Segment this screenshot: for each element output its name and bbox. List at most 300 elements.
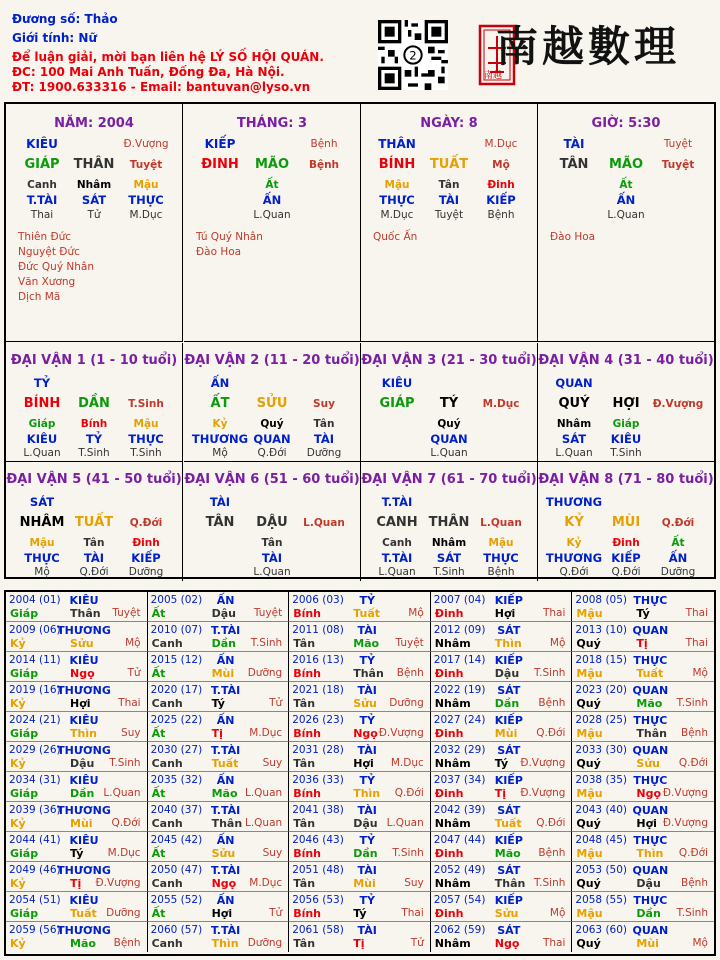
year-stem: Nhâm [434, 757, 471, 770]
year-stem: Tân [293, 817, 316, 830]
year-cell-2045[interactable] [148, 832, 290, 862]
pillar-branch-phase: Mộ [492, 159, 510, 171]
hidden-phase: L.Quan [555, 447, 593, 459]
year-cell-2054[interactable] [6, 892, 148, 922]
year-ten-god: T.TÀI [210, 624, 241, 637]
dai-van-stem: TÂN [205, 515, 235, 530]
year-phase: Đ.Vượng [378, 727, 424, 739]
year-stem: Quý [576, 697, 601, 710]
hidden-stem: Giáp [612, 418, 640, 430]
hidden-phase: T.Sinh [610, 447, 642, 459]
year-phase: Thai [685, 607, 708, 619]
year-branch: Mão [494, 847, 521, 860]
year-ten-god: SÁT [497, 924, 521, 937]
year-cell-2026[interactable] [289, 712, 431, 742]
year-branch: Tuất [353, 607, 380, 620]
year-ten-god: ẤN [216, 654, 235, 667]
year-phase: Mộ [408, 607, 424, 619]
pillar-ten-god: TÀI [563, 137, 585, 151]
year-ten-god: TỶ [359, 774, 375, 787]
year-cell-2020[interactable] [148, 682, 290, 712]
year-ten-god: TÀI [357, 624, 377, 637]
hidden-ten-god: SÁT [436, 551, 462, 565]
year-cell-2034[interactable] [6, 772, 148, 802]
year-phase: Tử [127, 667, 141, 679]
star-van-xuong: Văn Xương [18, 276, 76, 288]
year-cell-2060[interactable] [148, 922, 290, 952]
year-ten-god: SÁT [497, 684, 521, 697]
hidden-ten-god: THỰC [24, 551, 60, 565]
hidden-phase: Mộ [34, 566, 50, 578]
hidden-stem: Tân [313, 418, 335, 430]
year-ten-god: TỶ [359, 894, 375, 907]
year-phase: Bệnh [681, 877, 708, 889]
year-ten-god: TỶ [359, 594, 375, 607]
year-branch: Dậu [211, 607, 236, 620]
year-cell-2016[interactable] [289, 652, 431, 682]
dai-van-3 [361, 343, 538, 462]
hidden-ten-god: T.TÀI [26, 193, 58, 207]
year-cell-2004[interactable] [6, 592, 148, 622]
year-ten-god: KIẾP [494, 714, 523, 727]
year-cell-2010[interactable] [148, 622, 290, 652]
year-stem: Nhâm [434, 637, 471, 650]
year-ten-god: QUAN [632, 864, 669, 877]
hidden-phase: Bệnh [487, 566, 515, 578]
hidden-phase: Tuyệt [434, 209, 464, 221]
hidden-ten-god: THƯƠNG [545, 551, 603, 565]
dai-van-branch: TUẤT [74, 515, 114, 530]
year-phase: Tuyệt [395, 637, 424, 649]
hidden-phase: M.Dục [129, 209, 163, 221]
year-branch: Tý [494, 757, 509, 770]
year-cell-2013[interactable] [572, 622, 714, 652]
hidden-phase: Bệnh [487, 209, 515, 221]
year-label: 2038 (35) [575, 774, 628, 786]
year-cell-2008[interactable] [572, 592, 714, 622]
year-stem: Kỷ [10, 697, 26, 710]
year-cell-2031[interactable] [289, 742, 431, 772]
contact-line: Để luận giải, mời bạn liên hệ LÝ SỐ HỘI QUÁN. [12, 50, 324, 64]
year-phase: T.Sinh [533, 667, 566, 679]
hidden-stem: Mậu [29, 537, 55, 549]
year-stem: Kỷ [10, 937, 26, 950]
year-ten-god: KIẾP [494, 594, 523, 607]
year-branch: Hợi [353, 757, 374, 770]
year-ten-god: T.TÀI [210, 684, 241, 697]
hidden-phase: Tử [87, 209, 101, 221]
year-cell-2036[interactable] [289, 772, 431, 802]
year-label: 2059 (56) [9, 924, 61, 936]
year-label: 2058 (55) [575, 894, 628, 906]
year-phase: Mộ [692, 667, 708, 679]
year-label: 2061 (58) [292, 924, 344, 936]
year-label: 2016 (13) [292, 654, 344, 666]
year-cell-2035[interactable] [148, 772, 290, 802]
year-cell-2033[interactable] [572, 742, 714, 772]
year-cell-2023[interactable] [572, 682, 714, 712]
year-ten-god: THƯƠNG [57, 624, 111, 637]
year-ten-god: T.TÀI [210, 924, 241, 937]
hidden-phase: L.Quan [23, 447, 61, 459]
year-cell-2042[interactable] [431, 802, 573, 832]
year-branch: Thân [353, 667, 384, 680]
year-stem: Kỷ [10, 877, 26, 890]
year-cell-2009[interactable] [6, 622, 148, 652]
year-label: 2033 (30) [575, 744, 628, 756]
year-ten-god: TỶ [359, 834, 375, 847]
year-phase: Thai [118, 697, 141, 709]
year-cell-2057[interactable] [431, 892, 573, 922]
hidden-ten-god: KIÊU [610, 432, 642, 446]
year-cell-2046[interactable] [289, 832, 431, 862]
year-branch: Thân [494, 877, 526, 890]
year-phase: L.Quan [244, 817, 283, 829]
pillar-branch: MÃO [254, 157, 290, 172]
seal-text: 南越 [484, 71, 503, 81]
year-phase: Q.Đới [536, 817, 566, 829]
star-thien-duc: Thiên Đức [18, 231, 72, 243]
year-branch: Mão [636, 697, 663, 710]
hidden-stem: Tân [261, 537, 283, 549]
hidden-stem: Mậu [133, 179, 159, 191]
star-nguyet-duc: Nguyệt Đức [18, 246, 80, 258]
pillar-stem-phase: M.Dục [484, 138, 518, 150]
hidden-stem: Đinh [132, 537, 160, 549]
year-branch: Thìn [211, 937, 239, 950]
year-cell-2052[interactable] [431, 862, 573, 892]
year-cell-2047[interactable] [431, 832, 573, 862]
pillar-3 [361, 104, 538, 342]
pillar-stem: GIÁP [24, 157, 60, 172]
year-cell-2024[interactable] [6, 712, 148, 742]
year-cell-2050[interactable] [148, 862, 290, 892]
year-cell-2043[interactable] [572, 802, 714, 832]
hidden-ten-god: TÀI [313, 432, 335, 446]
year-branch: Hợi [211, 907, 233, 920]
year-label: 2010 (07) [150, 624, 203, 636]
star-dao-hoa: Đào Hoa [550, 231, 596, 243]
year-stem: Canh [151, 637, 183, 650]
year-stem: Giáp [10, 667, 39, 680]
year-label: 2028 (25) [575, 714, 628, 726]
year-phase: Thai [685, 637, 708, 649]
dai-van-phase: Đ.Vượng [652, 398, 704, 410]
year-stem: Giáp [10, 727, 39, 740]
year-stem: Canh [151, 757, 183, 770]
hidden-ten-god: T.TÀI [381, 551, 413, 565]
year-cell-2051[interactable] [289, 862, 431, 892]
year-stem: Tân [293, 697, 316, 710]
year-cell-2059[interactable] [6, 922, 148, 952]
year-branch: Tý [70, 847, 84, 860]
year-branch: Tuất [494, 817, 522, 830]
year-cell-2025[interactable] [148, 712, 290, 742]
year-branch: Tý [353, 907, 367, 920]
year-label: 2046 (43) [292, 834, 344, 846]
hidden-stem: Nhâm [76, 179, 112, 191]
year-cell-2018[interactable] [572, 652, 714, 682]
year-cell-2012[interactable] [431, 622, 573, 652]
year-cell-2044[interactable] [6, 832, 148, 862]
year-stem: Nhâm [434, 937, 471, 950]
year-cell-2037[interactable] [431, 772, 573, 802]
hidden-phase: Dưỡng [306, 447, 342, 459]
year-label: 2031 (28) [292, 744, 344, 756]
dai-van-stem: NHÂM [19, 515, 65, 530]
year-phase: Bệnh [538, 847, 566, 859]
year-label: 2027 (24) [433, 714, 486, 726]
pillar-title: NGÀY: 8 [420, 116, 478, 131]
star-dao-hoa: Đào Hoa [196, 246, 242, 258]
year-stem: Quý [576, 757, 601, 770]
hidden-ten-god: TÀI [261, 551, 283, 565]
dai-van-ten-god: THƯƠNG [545, 495, 603, 509]
year-cell-2032[interactable] [431, 742, 573, 772]
year-branch: Sửu [494, 907, 519, 920]
year-cell-2019[interactable] [6, 682, 148, 712]
year-label: 2037 (34) [433, 774, 486, 786]
year-branch: Mão [353, 637, 380, 650]
hidden-ten-god: THỰC [379, 193, 415, 207]
year-ten-god: SÁT [497, 744, 521, 757]
svg-text:2: 2 [409, 48, 417, 63]
hidden-stem: Canh [27, 179, 57, 191]
year-stem: Bính [293, 727, 322, 740]
year-phase: Mộ [692, 937, 708, 949]
year-label: 2034 (31) [9, 774, 61, 786]
year-label: 2013 (10) [575, 624, 628, 636]
year-cell-2011[interactable] [289, 622, 431, 652]
year-cell-2038[interactable] [572, 772, 714, 802]
year-ten-god: THỰC [633, 654, 668, 667]
year-label: 2044 (41) [9, 834, 61, 846]
dai-van-title: ĐẠI VẬN 5 (41 - 50 tuổi) [6, 472, 182, 487]
year-branch: Hợi [70, 697, 91, 710]
dai-van-ten-god: TÀI [209, 495, 231, 509]
year-stem: Bính [293, 847, 322, 860]
year-branch: Hợi [494, 607, 516, 620]
year-cell-2028[interactable] [572, 712, 714, 742]
year-phase: Dưỡng [389, 697, 424, 709]
year-ten-god: TÀI [357, 744, 377, 757]
year-stem: Nhâm [434, 877, 471, 890]
dai-van-2 [184, 343, 361, 462]
pillar-stem: ĐINH [201, 157, 239, 172]
hidden-phase: Q.Đới [559, 566, 589, 578]
brand-logo [478, 8, 706, 98]
hidden-ten-god: TÀI [83, 551, 105, 565]
year-phase: M.Dục [249, 727, 283, 739]
year-stem: Mậu [576, 607, 603, 620]
year-phase: M.Dục [390, 757, 424, 769]
year-stem: Tân [293, 757, 316, 770]
year-label: 2018 (15) [575, 654, 628, 666]
year-ten-god: KIÊU [69, 654, 99, 667]
year-ten-god: SÁT [497, 624, 521, 637]
dai-van-title: ĐẠI VẬN 3 (21 - 30 tuổi) [361, 353, 537, 368]
year-cell-2029[interactable] [6, 742, 148, 772]
year-phase: Q.Đới [678, 847, 708, 859]
year-branch: Ngọ [494, 937, 520, 950]
hidden-stem: Kỷ [566, 537, 582, 549]
year-ten-god: KIÊU [69, 894, 99, 907]
year-label: 2023 (20) [575, 684, 628, 696]
dai-van-branch: DẦN [78, 396, 110, 411]
pillar-ten-god: THÂN [378, 137, 416, 151]
year-ten-god: TÀI [357, 864, 377, 877]
year-stem: Mậu [576, 667, 603, 680]
year-label: 2014 (11) [9, 654, 61, 666]
year-cell-2007[interactable] [431, 592, 573, 622]
year-ten-god: QUAN [632, 624, 669, 637]
year-cell-2058[interactable] [572, 892, 714, 922]
year-branch: Dậu [353, 817, 378, 830]
year-cell-2006[interactable] [289, 592, 431, 622]
year-stem: Nhâm [434, 817, 471, 830]
hidden-stem: Tân [83, 537, 105, 549]
year-cell-2039[interactable] [6, 802, 148, 832]
dai-van-phase: T.Sinh [128, 398, 164, 410]
year-cell-2062[interactable] [431, 922, 573, 952]
year-phase: Q.Đới [536, 727, 566, 739]
year-stem: Kỷ [10, 637, 26, 650]
year-label: 2017 (14) [433, 654, 486, 666]
dai-van-5 [6, 462, 183, 581]
dai-van-title: ĐẠI VẬN 4 (31 - 40 tuổi) [538, 353, 714, 368]
year-phase: Đ.Vượng [95, 877, 141, 889]
year-branch: Mão [70, 937, 96, 950]
year-phase: Q.Đới [394, 787, 424, 799]
hidden-phase: Dưỡng [660, 566, 696, 578]
year-cell-2027[interactable] [431, 712, 573, 742]
dai-van-6 [184, 462, 361, 581]
year-cell-2055[interactable] [148, 892, 290, 922]
dai-van-branch: DẬU [256, 515, 288, 530]
year-stem: Mậu [576, 847, 603, 860]
year-ten-god: KIẾP [494, 834, 523, 847]
year-cell-2061[interactable] [289, 922, 431, 952]
hidden-phase: T.Sinh [78, 447, 110, 459]
hidden-phase: Thai [30, 209, 54, 221]
year-label: 2049 (46) [9, 864, 61, 876]
year-phase: Tuyệt [112, 607, 141, 619]
year-stem: Giáp [10, 787, 39, 800]
dai-van-4 [538, 343, 715, 462]
year-ten-god: QUAN [632, 744, 669, 757]
year-stem: Ất [151, 847, 166, 860]
qr-code-icon[interactable] [378, 20, 448, 90]
year-cell-2049[interactable] [6, 862, 148, 892]
dai-van-title: ĐẠI VẬN 2 (11 - 20 tuổi) [184, 353, 360, 368]
year-ten-god: TỶ [359, 714, 375, 727]
year-cell-2048[interactable] [572, 832, 714, 862]
year-ten-god: THỰC [633, 774, 668, 787]
year-label: 2039 (36) [9, 804, 61, 816]
year-phase: T.Sinh [533, 877, 566, 889]
year-cell-2053[interactable] [572, 862, 714, 892]
year-label: 2041 (38) [292, 804, 344, 816]
year-phase: L.Quan [386, 817, 424, 829]
hidden-ten-god: KIẾP [611, 551, 641, 565]
hidden-phase: T.Sinh [130, 447, 162, 459]
year-phase: Suy [121, 727, 141, 739]
dai-van-branch: TÝ [439, 396, 459, 411]
hidden-phase: Q.Đới [611, 566, 641, 578]
year-cell-2056[interactable] [289, 892, 431, 922]
hidden-phase: T.Sinh [433, 566, 465, 578]
year-ten-god: KIÊU [69, 714, 99, 727]
year-cell-2021[interactable] [289, 682, 431, 712]
year-branch: Thân [70, 607, 101, 620]
hidden-ten-god: SÁT [81, 193, 107, 207]
year-label: 2050 (47) [150, 864, 203, 876]
year-label: 2053 (50) [575, 864, 628, 876]
year-label: 2040 (37) [150, 804, 203, 816]
year-cell-2030[interactable] [148, 742, 290, 772]
hidden-stem: Nhâm [556, 418, 592, 430]
year-phase: Q.Đới [111, 817, 141, 829]
year-branch: Tuất [636, 667, 664, 680]
hidden-phase: L.Quan [253, 566, 291, 578]
year-label: 2055 (52) [150, 894, 203, 906]
hidden-stem: Quý [437, 418, 461, 430]
year-phase: Thai [542, 937, 566, 949]
year-branch: Tị [636, 637, 648, 650]
year-label: 2030 (27) [150, 744, 203, 756]
star-dich-ma: Dịch Mã [18, 291, 61, 303]
year-ten-god: KIÊU [69, 774, 99, 787]
year-cell-2017[interactable] [431, 652, 573, 682]
year-ten-god: THƯƠNG [57, 864, 111, 877]
year-stem: Canh [151, 877, 183, 890]
year-label: 2043 (40) [575, 804, 628, 816]
hidden-phase: Q.Đới [79, 566, 109, 578]
year-cell-2040[interactable] [148, 802, 290, 832]
year-label: 2045 (42) [150, 834, 203, 846]
year-cell-2005[interactable] [148, 592, 290, 622]
year-branch: Tị [211, 727, 223, 740]
hidden-ten-god: TỶ [85, 432, 103, 446]
year-phase: M.Dục [107, 847, 141, 859]
year-phase: Mộ [549, 637, 566, 649]
dai-van-ten-god: TỶ [33, 376, 51, 390]
year-cell-2063[interactable] [572, 922, 714, 952]
dai-van-branch: MÙI [611, 515, 641, 530]
year-cell-2014[interactable] [6, 652, 148, 682]
hidden-ten-god: THƯƠNG [191, 432, 249, 446]
year-cell-2015[interactable] [148, 652, 290, 682]
hidden-ten-god: QUAN [430, 432, 468, 446]
year-branch: Thìn [353, 787, 381, 800]
year-cell-2041[interactable] [289, 802, 431, 832]
name-line: Đương số: Thảo [12, 12, 118, 26]
year-label: 2020 (17) [150, 684, 203, 696]
year-branch: Thìn [636, 847, 664, 860]
year-phase: T.Sinh [392, 847, 424, 859]
hidden-stem: Ất [671, 537, 685, 549]
year-ten-god: KIẾP [494, 774, 523, 787]
year-phase: Dưỡng [106, 907, 141, 919]
year-ten-god: ẤN [216, 894, 235, 907]
year-branch: Ngọ [70, 667, 95, 680]
year-stem: Tân [293, 637, 316, 650]
year-cell-2022[interactable] [431, 682, 573, 712]
year-label: 2019 (16) [9, 684, 61, 696]
year-label: 2029 (26) [9, 744, 61, 756]
dai-van-phase: Q.Đới [661, 517, 695, 529]
year-stem: Quý [576, 817, 601, 830]
